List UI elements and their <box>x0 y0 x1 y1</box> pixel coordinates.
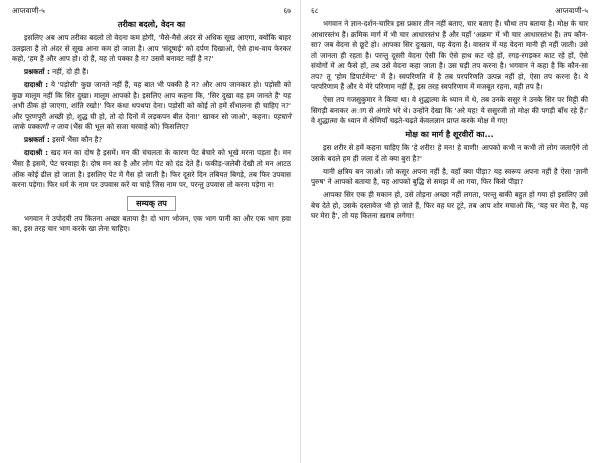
right-page-header <box>311 6 588 16</box>
right-running-title: आप्तवाणी-५ <box>555 6 588 15</box>
left-running-title: आप्तवाणी-५ <box>12 6 45 15</box>
left-page-header <box>12 6 291 16</box>
right-page-number: ६८ <box>311 6 319 15</box>
right-section-title: मोक्ष का मार्ग है शूरवीरों का... <box>405 129 494 139</box>
left-dialogue-4 <box>12 148 291 190</box>
dadashri-text-2: खद मन का दोष है इसमें। मन की चंचलता के कारण पेट बेचारे को भूखे मरना पड़ता है। मन भैंसा है इसमें, पेट चरवाहा है। दोष मन का है और लोग पेट को दंड देते हैं। फकीड़-जलेबी देखी तो मन आटठ ऑक कोई ढील हो जाता है। इसलिए पेट में गैस हो जाती है। फिर दूसरे दिन तबियत बिगड़े, तब फिर उपवास करना पड़ेगा। फिर धर्म के नाम पर उपवास करें या चाहे जिस नाम पर, परन्तु उपवास तो करना पड़ेगा न! <box>12 148 291 190</box>
left-paragraph-1: इसलिए अब आप तरीका बदलो तो वेदना कम होगी, 'मैसे-मैसे अंदर से अधिक सूख आएगा, क्योंकि बाहर उलझता है तो अंदर से सूख आना कम हो जाता है। आप 'संदूषाई' को दर्पण दिखाओ, ऐसे हाथ-वाय फेरकर कहो, 'हम हैं और आप हो। दो हैं, यह तो पक्का है न? उसमें बनावट नहीं है न?' <box>12 33 291 64</box>
right-paragraph-4: यानी क्षत्रिय बन जाओ। जो कसूर अपना नहीं है, वहाँ क्या पीड़ा? यह स्वरूप अपना नहीं है ऐसा 'ज्ञानी पुरुष' ने आपको बताया है, यह आपको बुद्धि से समझ में आ गया, फिर किसे पीड़ा? <box>311 166 588 187</box>
left-section-title: तरीका बदलो, वेदन का <box>117 20 186 29</box>
dadashri-text: ये 'पड़ोसी' कुछ जानते नहीं हैं, यह बात भी पक्की है न? और आप जानकार हो। पड़ोसी को कुछ मालूम नहीं कि सिर दुखा। मालूम आपको है। इसलिए आप कहना कि, 'सिर दुखा वह हम जानते हैं' यह अभी ठीक हो जाएगा, शांति रखो!' फिर कंधा थपथपा देना। पड़ोसी को कोई तो हमें सँभालना ही चाहिए न?' और पूरणपूरी अच्छी हो, शुद्ध घी हो, तो दो दिनों में लड़कपन बीत देना!' खाकर सो जाओ', कहना। <box>12 80 291 121</box>
left-paragraph-2: भगवान ने उपोदयी तप कितना अच्छा बताया है! दो भाग भोजन, एक भाग पानी का और एक भाग हवा का, इस तरह चार भाग करके खा लेना चाहिए। <box>12 213 291 234</box>
left-dialogue-1 <box>12 67 291 78</box>
left-dialogue-3 <box>12 135 291 146</box>
questioner-label: प्रश्नकर्ता : <box>24 67 50 77</box>
questioner-text: नहीं, दो ही हैं। <box>49 67 89 77</box>
page-gutter <box>300 0 301 463</box>
left-dialogue-2 <box>12 80 291 133</box>
left-page <box>0 0 299 463</box>
right-paragraph-3: इस शरीर से हमें कहना चाहिए कि 'हे शरीर! हे मन! हे वाणी! आपको कभी न कभी तो लोग जलाएँगे तो उसके बदले हम ही जला दें तो क्या बुरा है?' <box>311 142 588 163</box>
dadashri-label: दादाश्री : <box>24 80 49 90</box>
questioner-label-2: प्रश्नकर्ता : <box>24 135 50 145</box>
dadashri-label-2: दादाश्री : <box>24 148 48 158</box>
questioner-text-2: इसमें भैंसा कौन है? <box>49 135 103 145</box>
right-paragraph-2: ऐसा तप गजसुकुमार ने किया था। वे शुद्धात्मा के ध्यान में थे, तब उनके ससुर ने उनके सिर पर मिट्टी की सिगड़ी बनाकर अाग से अंगारे भरे थे। उन्होंने देखा कि 'अरे यह! ये ससुरजी तो मोक्ष की पगड़ी बाँध रहे हैं।' वे शुद्धात्मा के ध्यान में श्रेणियाँ चढ़ते-चढ़ते केवलज्ञान प्राप्त करके मोक्ष में गए! <box>311 95 588 126</box>
dadashri-italic-phrase: पहचाने जाके पक्कागी न जाय <box>12 111 291 132</box>
left-page-number: ६७ <box>283 6 291 15</box>
left-section-title-2-wrap <box>12 191 291 214</box>
left-section-title-2: सम्यक् तप <box>127 196 176 211</box>
right-page <box>303 0 600 463</box>
dadashri-text-tail: (भैंस की भूल को सजा चरवाहे को) फिसलिए? <box>67 122 189 132</box>
right-paragraph-1: भगवान ने ज्ञान-दर्शन-चारित्र इस प्रकार तीन नहीं बताए, चार बताए हैं। चौथा तप बताया है। मोक्ष के चार आधारस्तंभ हैं। क्रमिक मार्ग में भी चार आधारस्तंभ हैं और यहाँ 'अक्रम' में भी चार आधारस्तंभ हैं। तप कौन-सा? जब वेदना से छूटें हो। आपका सिर दुःखता, यह वेदना है। वास्तव में यह वेदना मानी ही नहीं जाती। उसे तो जानता ही रहता है। परन्तु दूसरी वेदना ऐसी कि ऐसे हाथ कट रहे हों, रगड़-रगड़कर काट रहे हों, ऐसे संयोगों में आ फैसे हों, तब उसे वेदना कहा जाता है। उस घड़ी तप करना है। भगवान ने कहा है कि कौन-सा तप? तू 'होम डिपार्टमेन्ट' में है। स्वपरिणति में है तब परपरिणति उत्पन्न नहीं हो, ऐसा तप करना है। ये परपरिणाम हैं और ये मेरे परिणाम नहीं हैं, इस तरह स्वपरिणाम में मजबूत रहना, वही तप है। <box>311 19 588 92</box>
right-paragraph-5: आपका सिर एक ही मकान हो, उसे तोड़ना अच्छा नहीं लगता, परन्तु बाकी बहुत हो गया हो इसलिए उसे बेच देते हो, उसके दस्तावेज भी हो जाते हैं, फिर वह घर टूटे, तब आप शोर मचाओ कि, 'यह घर मेरा है, यह घर मेरा है', तो यह कितना ख़राब लगेगा! <box>311 190 588 221</box>
